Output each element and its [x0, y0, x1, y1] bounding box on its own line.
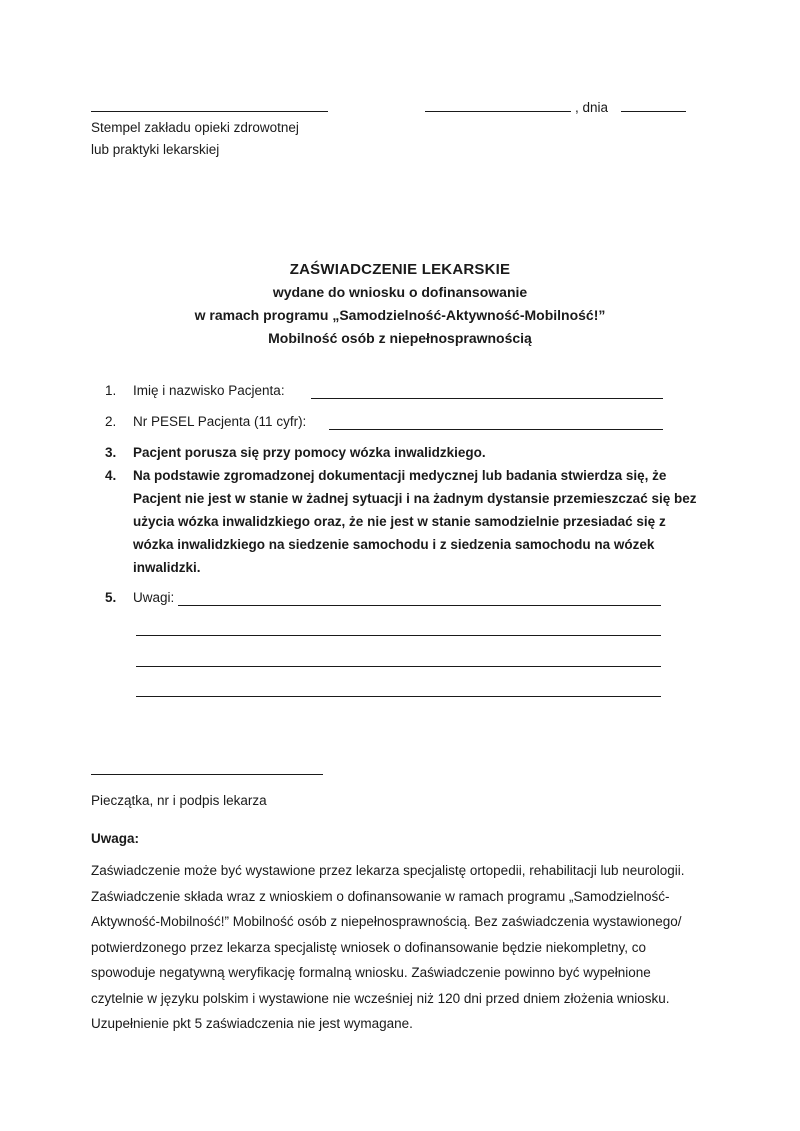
remarks-field-rule-2[interactable] [136, 635, 661, 636]
signature-caption: Pieczątka, nr i podpis lekarza [91, 793, 267, 808]
remarks-field-rule-3[interactable] [136, 666, 661, 667]
list-item-3-number: 3. [105, 445, 117, 460]
page-title: ZAŚWIADCZENIE LEKARSKIE [289, 261, 511, 278]
patient-name-field-rule[interactable] [311, 398, 663, 399]
list-item-4-statement: Na podstawie zgromadzonej dokumentacji medycznej lub badania stwierdza się, że Pacjent nie jest w stanie w żadnej sytuacji i na żadnym dystansie przemieszczać się bez użycia wózka inwalidzkiego oraz, że nie jest w stanie samodzielnie przesiadać się z wózka inwalidzkiego na siedzenie samochodu i z siedzenia samochodu na wózek inwalidzki. [133, 468, 697, 575]
document-title-block [60, 258, 740, 350]
list-item-4 [105, 464, 705, 579]
stamp-caption-line-2: lub praktyki lekarskiej [91, 142, 220, 157]
note-body: Zaświadczenie może być wystawione przez lekarza specjalistę ortopedii, rehabilitacji lub neurologii. Zaświadczenie składa wraz z wnioskiem o dofinansowanie w ramach programu „Samodzielność-Aktywność-Mobilność!” Mobilność osób z niepełnosprawnością. Bez zaświadczenia wystawionego/ potwierdzonego przez lekarza specjalistę wniosek o dofinansowanie będzie niekompletny, co spowoduje negatywną weryfikację formalną wniosku. Zaświadczenie powinno być wypełnione czytelnie w języku polskim i wystawione nie wcześniej niż 120 dni przed dniem złożenia wniosku. Uzupełnienie pkt 5 zaświadczenia nie jest wymagane. [91, 863, 685, 1031]
date-label: , dnia [575, 100, 609, 115]
page-subtitle-2: w ramach programu „Samodzielność-Aktywność-Mobilność!” [194, 307, 606, 323]
page-subtitle-3: Mobilność osób z niepełnosprawnością [268, 330, 532, 346]
list-item-1-number: 1. [105, 383, 117, 398]
note-heading: Uwaga: [91, 831, 140, 846]
stamp-caption [91, 117, 421, 161]
list-item-5-label: Uwagi: [133, 590, 175, 605]
list-item-3-statement: Pacjent porusza się przy pomocy wózka inwalidzkiego. [133, 445, 486, 460]
list-item-3 [105, 441, 705, 464]
page-subtitle-1: wydane do wniosku o dofinansowanie [272, 284, 528, 300]
list-item-1-label: Imię i nazwisko Pacjenta: [133, 383, 285, 398]
patient-pesel-field-rule[interactable] [329, 429, 663, 430]
stamp-caption-line-1: Stempel zakładu opieki zdrowotnej [91, 120, 299, 135]
place-field-rule[interactable] [425, 111, 571, 112]
list-item-5-number: 5. [105, 590, 117, 605]
signature-field-rule[interactable] [91, 774, 323, 775]
list-item-2-number: 2. [105, 414, 117, 429]
list-item-2-label: Nr PESEL Pacjenta (11 cyfr): [133, 414, 307, 429]
list-item-4-number: 4. [105, 468, 117, 483]
remarks-field-rule-1[interactable] [178, 605, 661, 606]
remarks-field-rule-4[interactable] [136, 696, 661, 697]
date-field-rule[interactable] [621, 111, 686, 112]
stamp-field-rule[interactable] [91, 111, 328, 112]
